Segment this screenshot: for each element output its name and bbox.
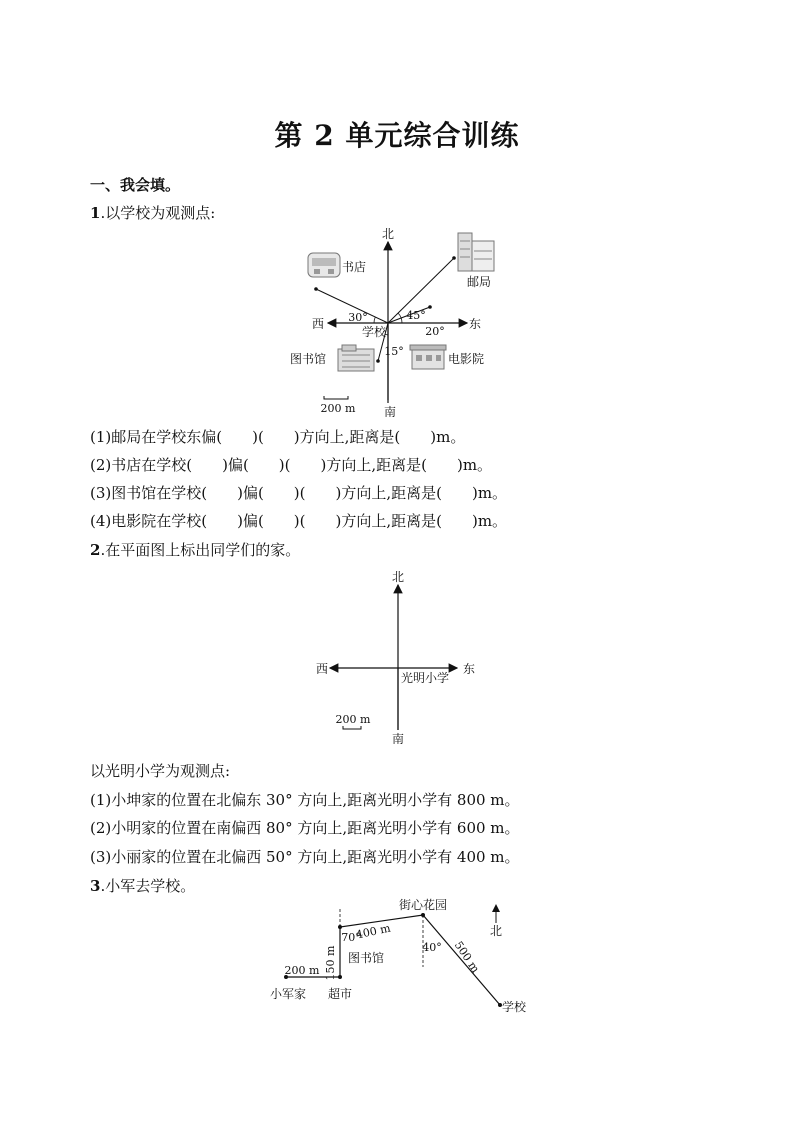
question-number: 2 [90,541,101,559]
q2-item-1: (1)小坤家的位置在北偏东 30° 方向上,距离光明小学有 800 m。 [90,791,520,809]
question-text: .在平面图上标出同学们的家。 [100,541,301,559]
east-label: 东 [462,662,476,676]
east-label: 东 [468,317,482,331]
school-direction-diagram [280,225,520,420]
scale-label: 200 m [320,402,356,415]
question-3-heading [90,875,195,896]
q1-item-4: (4)电影院在学校( )偏( )( )方向上,距离是( )m。 [90,512,508,530]
question-text: .小军去学校。 [100,877,196,895]
scale-bar [324,396,348,399]
south-label: 南 [391,732,405,746]
library-point [376,359,380,363]
angle-label-library: 15° [384,345,404,358]
angle-2-label: 40° [422,941,442,954]
library-label: 图书馆 [347,951,385,965]
postoffice-point [452,256,456,260]
postoffice-label: 邮局 [467,275,492,289]
cinema-icon [410,345,446,369]
cinema-label: 电影院 [448,352,485,366]
library-icon [338,345,374,371]
scale-bar [343,726,361,729]
south-label: 南 [383,405,397,419]
west-label: 西 [315,662,329,676]
segment-4-label: 500 m [451,938,483,976]
q1-item-3: (3)图书馆在学校( )偏( )( )方向上,距离是( )m。 [90,484,508,502]
home-label: 小军家 [269,987,307,1001]
q1-item-2: (2)书店在学校( )偏( )( )方向上,距离是( )m。 [90,456,493,474]
page-title: 第 2 单元综合训练 [274,119,520,152]
center-label: 学校 [361,325,387,339]
angle-arc-bookstore [374,317,375,323]
north-label: 北 [381,227,395,241]
market-label: 超市 [327,987,353,1001]
scale-label: 200 m [335,713,371,726]
route-diagram [260,895,540,1020]
question-text: .以学校为观测点: [100,204,216,222]
q1-item-1: (1)邮局在学校东偏( )( )方向上,距离是( )m。 [90,428,466,446]
angle-1-label: 70° [341,931,361,944]
angle-label-cinema: 20° [425,325,445,338]
segment-2-label: 150 m [324,945,337,981]
school-label: 学校 [501,1000,527,1014]
west-label: 西 [311,317,325,331]
question-number: 3 [90,877,101,895]
north-label: 北 [489,924,503,938]
section-heading: 一、我会填。 [90,176,181,194]
angle-label-bookstore: 30° [348,311,368,324]
q2-intro: 以光明小学为观测点: [90,762,231,780]
q2-item-3: (3)小丽家的位置在北偏西 50° 方向上,距离光明小学有 400 m。 [90,848,520,866]
market-point [338,975,342,979]
segment-1-label: 200 m [284,964,320,977]
segment-3-label: 400 m [354,921,392,942]
center-label: 光明小学 [400,671,450,685]
guangming-plan-diagram [305,565,485,750]
question-1-heading [90,202,215,223]
bookstore-icon [308,253,340,277]
library-label: 图书馆 [290,352,327,366]
postoffice-icon [458,233,494,271]
bookstore-label: 书店 [342,260,367,274]
question-number: 1 [90,204,101,222]
north-label: 北 [391,570,405,584]
bookstore-point [314,287,318,291]
question-2-heading [90,539,300,560]
cinema-point [428,305,432,309]
garden-label: 街心花园 [398,898,448,912]
q2-item-2: (2)小明家的位置在南偏西 80° 方向上,距离光明小学有 600 m。 [90,819,520,837]
angle-label-post: 45° [406,309,426,322]
